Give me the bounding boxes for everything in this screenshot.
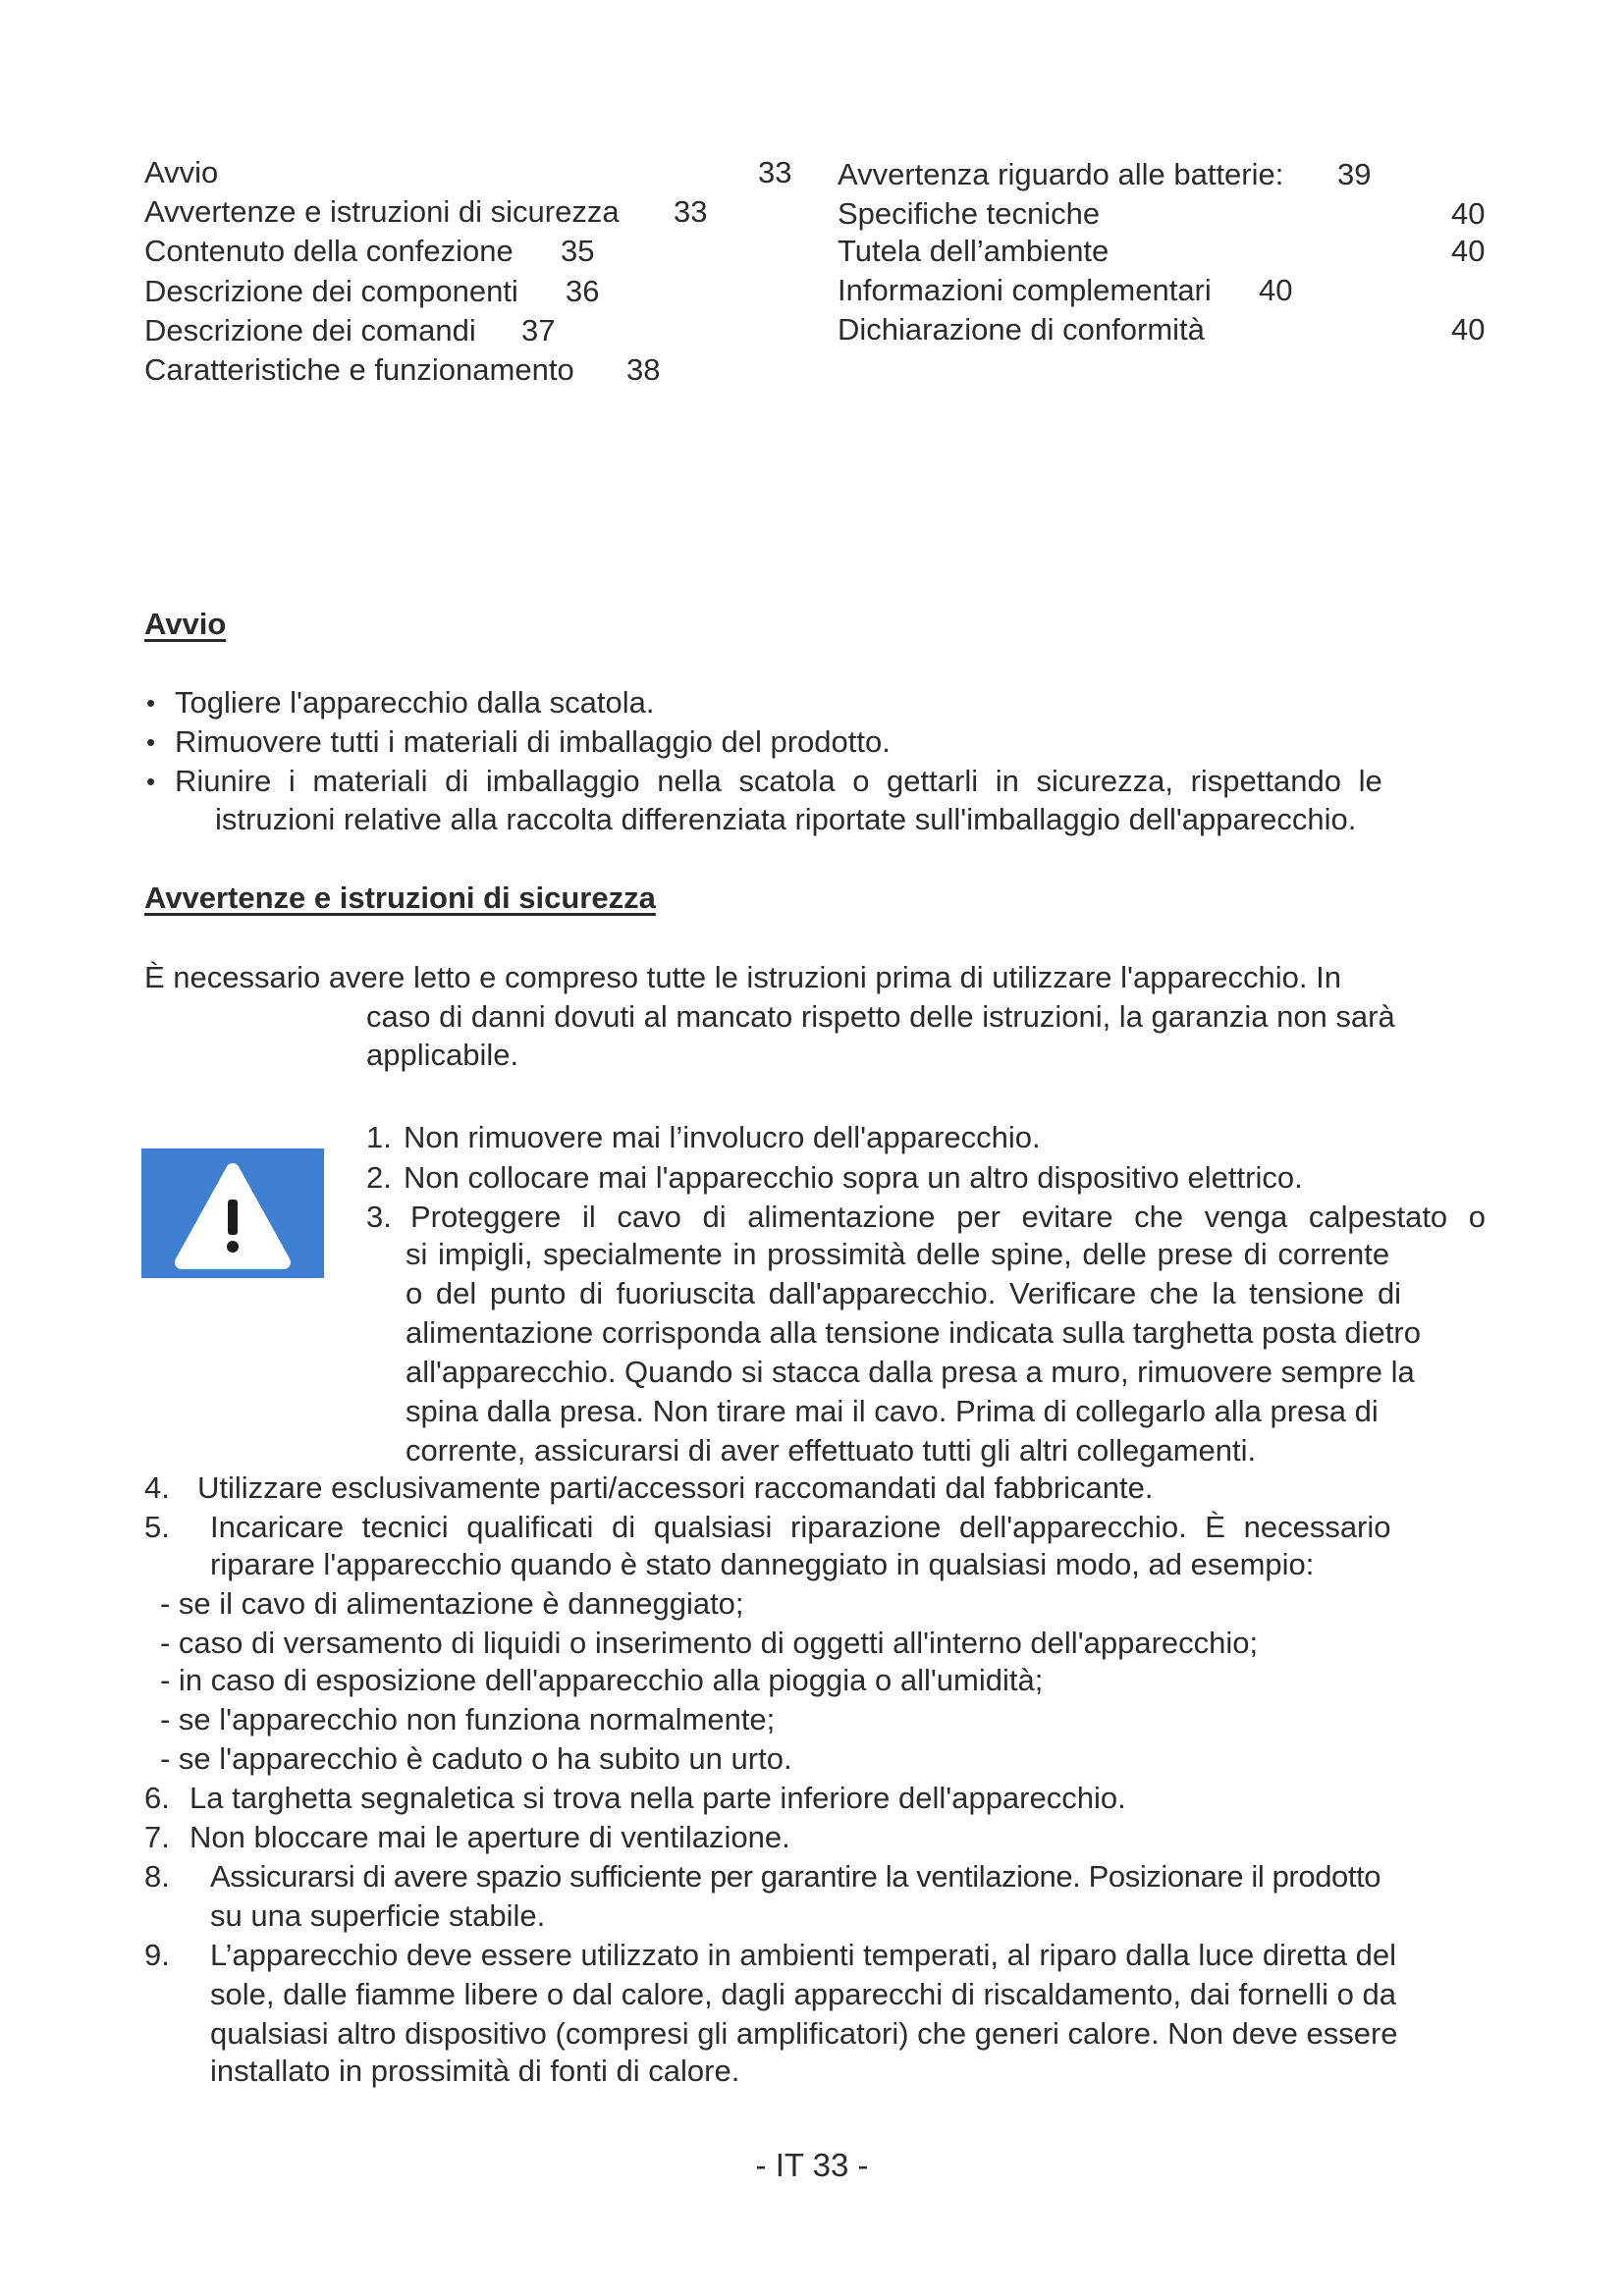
toc-entry-page: 40 [1451,312,1486,347]
warning-triangle-icon [141,1148,324,1278]
item-number: 5. [144,1510,170,1544]
avvio-bullet-continuation: istruzioni relative alla raccolta differenziata riportate sull'imballaggio dell'apparecchio. [215,802,1357,836]
safety-item: installato in prossimità di fonti di calore. [210,2054,740,2088]
toc-entry-page: 35 [561,234,595,268]
safety-item: L’apparecchio deve essere utilizzato in ambienti temperati, al riparo dalla luce diretta del [210,1938,1396,1972]
toc-entry-label: Avvio [144,155,219,189]
bullet-dot: • [146,688,156,718]
toc-entry-page: 40 [1451,196,1486,231]
safety-item: Assicurarsi di avere spazio sufficiente per garantire la ventilazione. Posizionare il prodotto [210,1859,1381,1894]
bullet-dot: • [146,767,156,796]
toc-entry-label: Avvertenza riguardo alle batterie: [838,157,1284,191]
safety-item: Proteggere il cavo di alimentazione per evitare che venga calpestato o [410,1200,1487,1234]
toc-entry-page: 40 [1451,234,1486,268]
toc-entry-label: Dichiarazione di conformità [838,312,1205,347]
item-number: 8. [144,1859,170,1894]
damage-condition: - se l'apparecchio è caduto o ha subito un urto. [160,1741,792,1776]
toc-entry-page: 33 [674,194,708,229]
toc-entry-label: Specifiche tecniche [838,196,1101,231]
safety-item: si impigli, specialmente in prossimità delle spine, delle prese di corrente [406,1237,1390,1271]
toc-entry-label: Informazioni complementari [838,273,1212,307]
item-number: 4. [144,1470,170,1505]
safety-heading: Avvertenze e istruzioni di sicurezza [144,881,656,915]
safety-item: su una superficie stabile. [210,1898,546,1933]
toc-entry-label: Descrizione dei componenti [144,274,518,308]
toc-entry-page: 37 [521,313,556,347]
toc-entry-label: Caratteristiche e funzionamento [144,352,574,387]
damage-condition: - caso di versamento di liquidi o inserimento di oggetti all'interno dell'apparecchio; [160,1626,1259,1660]
safety-item: riparare l'apparecchio quando è stato danneggiato in qualsiasi modo, ad esempio: [210,1547,1315,1581]
safety-item: Non bloccare mai le aperture di ventilazione. [189,1820,790,1854]
avvio-heading: Avvio [144,607,227,641]
safety-item: Non collocare mai l'apparecchio sopra un altro dispositivo elettrico. [404,1160,1303,1195]
safety-intro-line: applicabile. [366,1038,519,1072]
safety-item: all'apparecchio. Quando si stacca dalla presa a muro, rimuovere sempre la [406,1355,1415,1389]
toc-entry-page: 36 [566,274,600,308]
bullet-dot: • [146,727,156,757]
safety-intro-line: caso di danni dovuti al mancato rispetto delle istruzioni, la garanzia non sarà [366,999,1395,1034]
item-number: 9. [144,1938,170,1972]
damage-condition: - in caso di esposizione dell'apparecchio alla pioggia o all'umidità; [160,1663,1044,1697]
item-number: 1. [366,1120,392,1154]
item-number: 6. [144,1781,170,1815]
safety-item: spina dalla presa. Non tirare mai il cavo. Prima di collegarlo alla presa di [406,1394,1379,1428]
item-number: 2. [366,1160,392,1195]
toc-entry-label: Avvertenze e istruzioni di sicurezza [144,194,620,229]
safety-item: corrente, assicurarsi di aver effettuato tutti gli altri collegamenti. [406,1433,1257,1468]
safety-item: o del punto di fuoriuscita dall'apparecchio. Verificare che la tensione di [406,1276,1402,1310]
damage-condition: - se l'apparecchio non funziona normalmente; [160,1702,776,1736]
safety-item: Utilizzare esclusivamente parti/accessori raccomandati dal fabbricante. [197,1470,1154,1505]
toc-entry-page: 38 [626,352,661,387]
toc-entry-page: 33 [758,155,792,189]
avvio-bullet: Togliere l'apparecchio dalla scatola. [175,685,655,720]
toc-entry-label: Tutela dell’ambiente [838,234,1110,268]
avvio-bullet: Rimuovere tutti i materiali di imballaggio del prodotto. [175,724,891,759]
page-number: - IT 33 - [755,2147,869,2183]
safety-item: Incaricare tecnici qualificati di qualsiasi riparazione dell'apparecchio. È necessario [210,1510,1391,1544]
safety-item: alimentazione corrisponda alla tensione indicata sulla targhetta posta dietro [406,1315,1421,1350]
item-number: 3. [366,1200,392,1234]
damage-condition: - se il cavo di alimentazione è danneggiato; [160,1586,744,1621]
avvio-bullet: Riunire i materiali di imballaggio nella scatola o gettarli in sicurezza, rispettando le [175,764,1382,798]
safety-intro-line: È necessario avere letto e compreso tutte le istruzioni prima di utilizzare l'apparecchio. In [144,960,1341,994]
safety-item: qualsiasi altro dispositivo (compresi gli amplificatori) che generi calore. Non deve essere [210,2016,1398,2051]
item-number: 7. [144,1820,170,1854]
toc-entry-label: Descrizione dei comandi [144,313,476,347]
safety-item: La targhetta segnaletica si trova nella parte inferiore dell'apparecchio. [189,1781,1126,1815]
toc-entry-page: 39 [1337,157,1372,191]
toc-entry-label: Contenuto della confezione [144,234,514,268]
safety-item: sole, dalle fiamme libere o dal calore, dagli apparecchi di riscaldamento, dai fornelli o da [210,1977,1396,2011]
safety-item: Non rimuovere mai l’involucro dell'apparecchio. [404,1120,1041,1154]
toc-entry-page: 40 [1259,273,1293,307]
